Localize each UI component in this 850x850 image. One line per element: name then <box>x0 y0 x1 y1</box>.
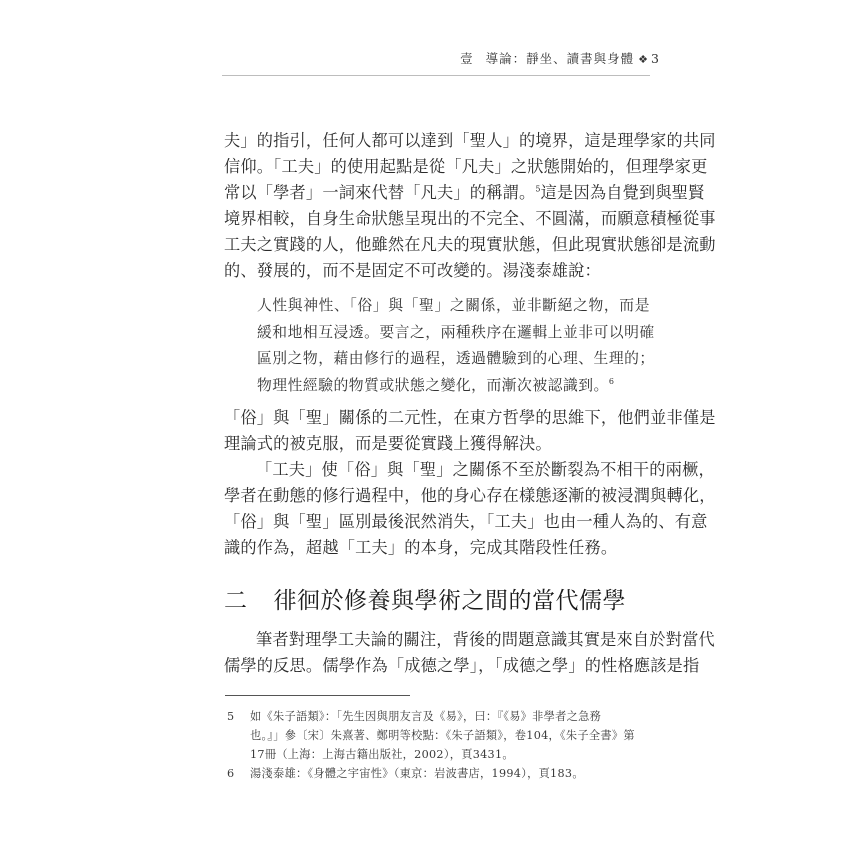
text-line: 工夫之實踐的人，他雖然在凡夫的現實狀態，但此現實狀態卻是流動 <box>224 235 716 254</box>
footnote-line: 也。』」參〔宋〕朱熹著、鄭明等校點：《朱子語類》，卷104，《朱子全書》第 <box>250 729 635 742</box>
section-heading <box>224 582 626 615</box>
text-line: 「工夫」使「俗」與「聖」之關係不至於斷裂為不相干的兩橛， <box>256 460 715 479</box>
footnote-line: 湯淺泰雄：《身體之宇宙性》（東京：岩波書店，1994），頁183。 <box>250 767 584 780</box>
text-line: 理論式的被克服，而是要從實踐上獲得解決。 <box>224 434 552 453</box>
text-line: 「俗」與「聖」區別最後泯然消失，「工夫」也由一種人為的、有意 <box>224 512 708 531</box>
footnote-number: 6 <box>227 767 235 780</box>
text-line: 信仰。「工夫」的使用起點是從「凡夫」之狀態開始的，但理學家更 <box>224 157 708 176</box>
quote-line: 人性與神性、「俗」與「聖」之關係，並非斷絕之物，而是 <box>257 297 650 314</box>
footnotes <box>224 707 652 783</box>
footnote-5 <box>224 707 652 764</box>
footnote-line: 17冊（上海：上海古籍出版社，2002），頁3431。 <box>250 748 514 761</box>
quote-line: 緩和地相互浸透。要言之，兩種秩序在邏輯上並非可以明確 <box>257 323 655 341</box>
chapter-title: 導論：靜坐、讀書與身體 <box>485 51 635 66</box>
paragraph-section-body <box>224 627 715 679</box>
text-line: 儒學的反思。儒學作為「成德之學」，「成德之學」的性格應該是指 <box>224 656 700 675</box>
text-line: 學者在動態的修行過程中，他的身心存在樣態逐漸的被浸潤與轉化， <box>224 486 716 505</box>
footnote-rule <box>225 695 410 696</box>
text-line: 識的作為，超越「工夫」的本身，完成其階段性任務。 <box>224 538 618 557</box>
text-line: 筆者對理學工夫論的關注，背後的問題意識其實是來自於對當代 <box>256 630 715 649</box>
quote-line: 物理性經驗的物質或狀態之變化，而漸次被認識到。$^6$ <box>257 376 615 394</box>
text-line: 常以「學者」一詞來代替「凡夫」的稱謂。$^5$這是因為自覺到與聖賢 <box>224 183 705 202</box>
quote-line: 區別之物，藉由修行的過程，透過體驗到的心理、生理的； <box>257 350 655 367</box>
header-rule <box>222 75 650 76</box>
footnote-line: 如《朱子語類》：「先生因與朋友言及《易》，曰：『《易》非學者之急務 <box>250 710 602 723</box>
running-head <box>460 49 660 67</box>
footnote-number: 5 <box>227 710 235 723</box>
block-quote <box>257 293 655 399</box>
text-line: 境界相較，自身生命狀態呈現出的不完全、不圓滿，而願意積極從事 <box>224 209 716 228</box>
chapter-number: 壹 <box>460 51 474 66</box>
page-number: 3 <box>651 51 660 66</box>
footnote-6 <box>224 764 652 783</box>
paragraph-opening <box>224 128 716 284</box>
text-line: 「俗」與「聖」關係的二元性，在東方哲學的思維下，他們並非僅是 <box>224 408 716 427</box>
text-line: 夫」的指引，任何人都可以達到「聖人」的境界，這是理學家的共同 <box>224 131 716 150</box>
paragraph-duality <box>224 405 716 561</box>
footnote-ref-5[interactable]: 5 <box>535 184 541 194</box>
footnote-ref-6[interactable]: 6 <box>608 376 615 386</box>
section-number: 二 <box>224 588 248 614</box>
section-title: 徘徊於修養與學術之間的當代儒學 <box>273 588 626 614</box>
text-line: 的、發展的，而不是固定不可改變的。湯淺泰雄說： <box>224 261 601 280</box>
ornament-icon: ❖ <box>638 53 650 66</box>
